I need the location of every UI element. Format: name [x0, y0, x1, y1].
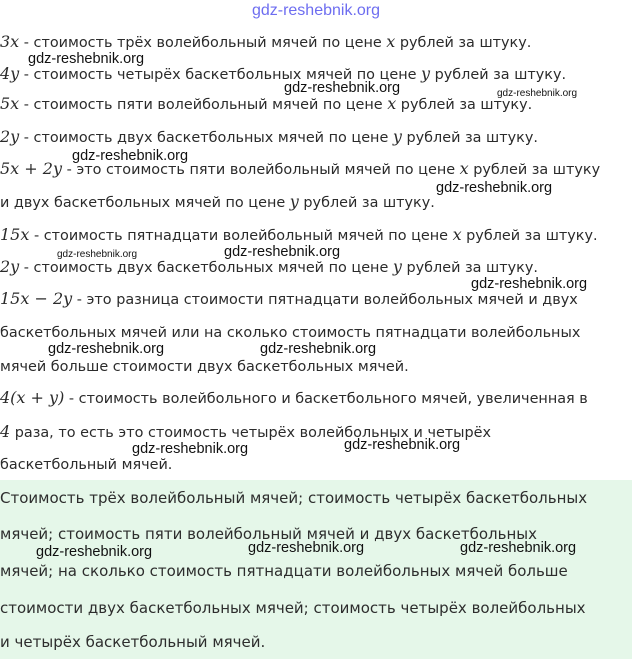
math-var: y — [289, 192, 299, 211]
watermark: gdz-reshebnik.org — [36, 544, 153, 560]
watermark: gdz-reshebnik.org — [344, 437, 461, 453]
line-text: - это разница стоимости пятнадцати волейбольных мячей и двух — [72, 292, 578, 308]
line-text: - стоимость пятнадцати волейбольный мячей по цене — [29, 228, 453, 244]
watermark: gdz-reshebnik.org — [436, 180, 553, 196]
math-var: x — [386, 32, 396, 51]
solution-line — [0, 289, 578, 310]
line-text: - стоимость двух баскетбольных мячей по цене — [19, 130, 393, 146]
math-expr: 4y — [0, 64, 20, 83]
solution-line — [0, 94, 532, 115]
math-expr: 3x — [0, 32, 20, 51]
math-expr: 15x — [0, 225, 30, 244]
solution-line — [0, 225, 598, 246]
line-text: раза, то есть это стоимость четырёх волейбольных и четырёх — [10, 425, 492, 441]
math-var: y — [392, 127, 402, 146]
watermark: gdz-reshebnik.org — [48, 341, 165, 357]
watermark: gdz-reshebnik.org — [248, 540, 365, 556]
line-tail: рублей за штуку. — [401, 260, 538, 276]
watermark: gdz-reshebnik.org — [132, 441, 249, 457]
line-tail: рублей за штуку. — [430, 67, 567, 83]
math-expr: 15x − 2y — [0, 289, 73, 308]
solution-line — [0, 323, 580, 343]
line-text: баскетбольных мячей или на сколько стоимость пятнадцати волейбольных — [0, 325, 581, 341]
solution-line — [0, 32, 531, 53]
answer-line: мячей; на сколько стоимость пятнадцати волейбольных мячей больше — [0, 562, 568, 580]
answer-line: Стоимость трёх волейбольный мячей; стоимость четырёх баскетбольных — [0, 489, 588, 507]
line-tail: рублей за штуку. — [401, 130, 538, 146]
watermark: gdz-reshebnik.org — [460, 540, 577, 556]
watermark: gdz-reshebnik.org — [260, 341, 377, 357]
math-expr: 4 — [0, 422, 11, 441]
math-var: y — [392, 257, 402, 276]
math-expr: 5x + 2y — [0, 159, 62, 178]
math-var: x — [387, 94, 397, 113]
watermark: gdz-reshebnik.org — [57, 249, 138, 260]
math-expr: 2y — [0, 257, 20, 276]
answer-line: мячей; стоимость пяти волейбольный мячей и двух баскетбольных — [0, 525, 537, 543]
line-text: и двух баскетбольных мячей по цене — [0, 195, 290, 211]
line-tail: рублей за штуку. — [298, 195, 435, 211]
math-var: x — [452, 225, 462, 244]
answer-line: стоимости двух баскетбольных мячей; стоимость четырёх волейбольных — [0, 599, 586, 617]
line-tail: рублей за штуку — [468, 162, 601, 178]
solution-line — [0, 127, 538, 148]
line-text: - стоимость пяти волейбольный мячей по цене — [19, 97, 388, 113]
answer-box — [0, 480, 632, 659]
math-expr: 5x — [0, 94, 20, 113]
math-expr: 4(x + y) — [0, 388, 65, 407]
line-tail: рублей за штуку. — [461, 228, 598, 244]
watermark: gdz-reshebnik.org — [72, 148, 189, 164]
line-tail: рублей за штуку. — [395, 35, 532, 51]
watermark: gdz-reshebnik.org — [224, 244, 341, 260]
watermark: gdz-reshebnik.org — [284, 80, 401, 96]
line-text: - стоимость волейбольного и баскетбольного мячей, увеличенная в — [64, 391, 588, 407]
line-text: мячей больше стоимости двух баскетбольных мячей. — [0, 359, 409, 375]
solution-line — [0, 455, 172, 475]
solution-line — [0, 388, 588, 409]
line-text: - стоимость четырёх баскетбольных мячей по цене — [19, 67, 422, 83]
solution-line — [0, 192, 435, 213]
math-var: y — [421, 64, 431, 83]
math-var: x — [459, 159, 469, 178]
solution-line — [0, 257, 538, 278]
line-text: - стоимость трёх волейбольный мячей по цене — [19, 35, 387, 51]
math-expr: 2y — [0, 127, 20, 146]
line-text: - это стоимость пяти волейбольный мячей по цене — [62, 162, 460, 178]
line-text: баскетбольный мячей. — [0, 457, 173, 473]
line-text: - стоимость двух баскетбольных мячей по цене — [19, 260, 393, 276]
answer-line: и четырёх баскетбольный мячей. — [0, 633, 266, 651]
site-watermark-header[interactable]: gdz-reshebnik.org — [251, 2, 381, 19]
watermark: gdz-reshebnik.org — [497, 88, 578, 99]
watermark: gdz-reshebnik.org — [28, 51, 145, 67]
watermark: gdz-reshebnik.org — [471, 276, 588, 292]
solution-line — [0, 357, 409, 377]
line-tail: рублей за штуку. — [396, 97, 533, 113]
